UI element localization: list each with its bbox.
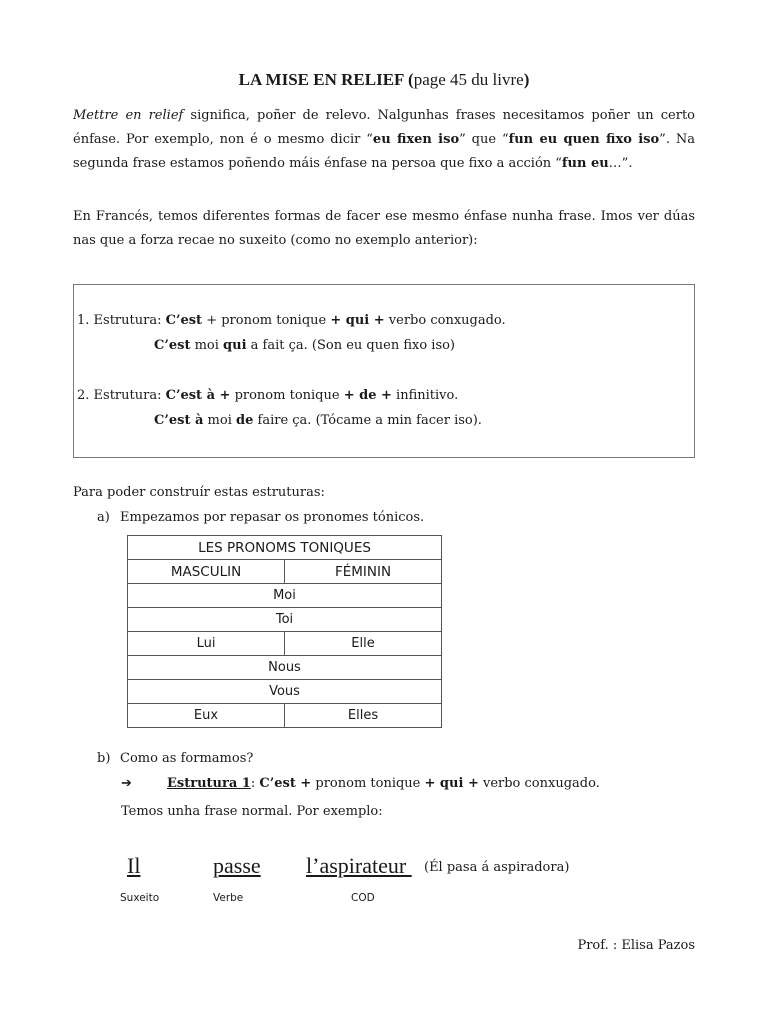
title-part: )	[523, 70, 530, 89]
bold-text: + de +	[343, 388, 392, 403]
structure-1-example	[154, 338, 455, 353]
table-row	[128, 632, 442, 656]
italic-term: Mettre en relief	[73, 108, 184, 123]
table-row	[128, 560, 442, 584]
bold-text: + qui +	[330, 313, 385, 328]
example-verb: passe	[213, 853, 261, 878]
label-subject: Suxeito	[120, 892, 160, 904]
construction-intro: Para poder construír estas estruturas:	[73, 485, 325, 500]
example-translation: (Él pasa á aspiradora)	[424, 860, 570, 875]
bold-text: C’est à	[154, 413, 204, 428]
text: ”. Na segunda frase estamos poñendo máis énfase na persoa que fixo a acción “	[73, 132, 695, 171]
text: infinitivo.	[391, 388, 459, 403]
header-feminin: FÉMININ	[285, 560, 442, 584]
text: …”.	[608, 156, 633, 171]
list-label: b)	[97, 751, 111, 766]
table-row	[128, 680, 442, 704]
bold-text: + qui +	[424, 776, 479, 791]
label-verb: Verbe	[213, 892, 244, 904]
text: pronom tonique	[230, 388, 344, 403]
bold-text: C’est	[165, 313, 203, 328]
pronouns-table	[127, 535, 442, 728]
title-page-ref: page 45 du livre	[413, 70, 524, 89]
bold-text: de	[236, 413, 254, 428]
list-label: a)	[97, 510, 110, 525]
example-object: l’aspirateur	[306, 853, 412, 878]
bold-example: fun eu	[561, 156, 609, 171]
bold-example: eu fixen iso	[372, 132, 460, 147]
label-object: COD	[351, 892, 375, 904]
table-cell: Elles	[285, 704, 442, 728]
text: faire ça. (Tócame a min facer iso).	[253, 413, 482, 428]
author-footer: Prof. : Elisa Pazos	[577, 938, 695, 953]
text: ” que “	[459, 132, 509, 147]
table-cell: Lui	[128, 632, 285, 656]
example-subject: Il	[127, 853, 141, 878]
bold-text: qui	[223, 338, 247, 353]
table-row	[128, 536, 442, 560]
table-row	[128, 608, 442, 632]
text: :	[250, 776, 260, 791]
structure-2-example	[154, 413, 482, 428]
underlined-label: Estrutura 1	[167, 776, 251, 791]
table-caption: LES PRONOMS TONIQUES	[128, 536, 442, 560]
list-item-b	[97, 751, 253, 766]
title-part: LA MISE EN RELIEF (	[238, 70, 414, 89]
structure-2-rule	[77, 388, 458, 403]
structures-box	[73, 284, 695, 458]
example-intro: Temos unha frase normal. Por exemplo:	[121, 804, 383, 819]
table-cell: Nous	[128, 656, 442, 680]
intro-paragraph	[73, 104, 695, 176]
structure-1-rule	[77, 313, 506, 328]
bold-example: fun eu quen fixo iso	[508, 132, 660, 147]
table-row	[128, 704, 442, 728]
structure-1-heading	[121, 776, 600, 791]
text: significa, poñer de relevo. Nalgunhas frases necesitamos poñer un certo énfase. Por exemplo, non é o mesmo dicir “	[73, 108, 696, 147]
arrow-right-icon: ➔	[121, 776, 132, 791]
second-paragraph: En Francés, temos diferentes formas de facer ese mesmo énfase nunha frase. Imos ver dúas nas que a forza recae no suxeito (como no exemplo anterior):	[73, 209, 695, 248]
text: verbo conxugado.	[384, 313, 506, 328]
table-cell: Eux	[128, 704, 285, 728]
text: 2. Estrutura:	[77, 388, 166, 403]
header-masculin: MASCULIN	[128, 560, 285, 584]
list-text: Empezamos por repasar os pronomes tónicos.	[120, 510, 425, 525]
bold-text: C’est à +	[165, 388, 231, 403]
bold-text: C’est	[154, 338, 191, 353]
text: + pronom tonique	[202, 313, 331, 328]
page-title	[0, 70, 768, 90]
table-row	[128, 584, 442, 608]
table-cell: Elle	[285, 632, 442, 656]
bold-text: C’est +	[259, 776, 312, 791]
table-row	[128, 656, 442, 680]
list-text: Como as formamos?	[120, 751, 254, 766]
text: moi	[190, 338, 224, 353]
table-cell: Moi	[128, 584, 442, 608]
text: moi	[203, 413, 236, 428]
table-cell: Vous	[128, 680, 442, 704]
text: a fait ça. (Son eu quen fixo iso)	[246, 338, 456, 353]
list-item-a	[97, 510, 424, 525]
text: pronom tonique	[311, 776, 425, 791]
text: 1. Estrutura:	[77, 313, 166, 328]
text: verbo conxugado.	[478, 776, 600, 791]
table-cell: Toi	[128, 608, 442, 632]
